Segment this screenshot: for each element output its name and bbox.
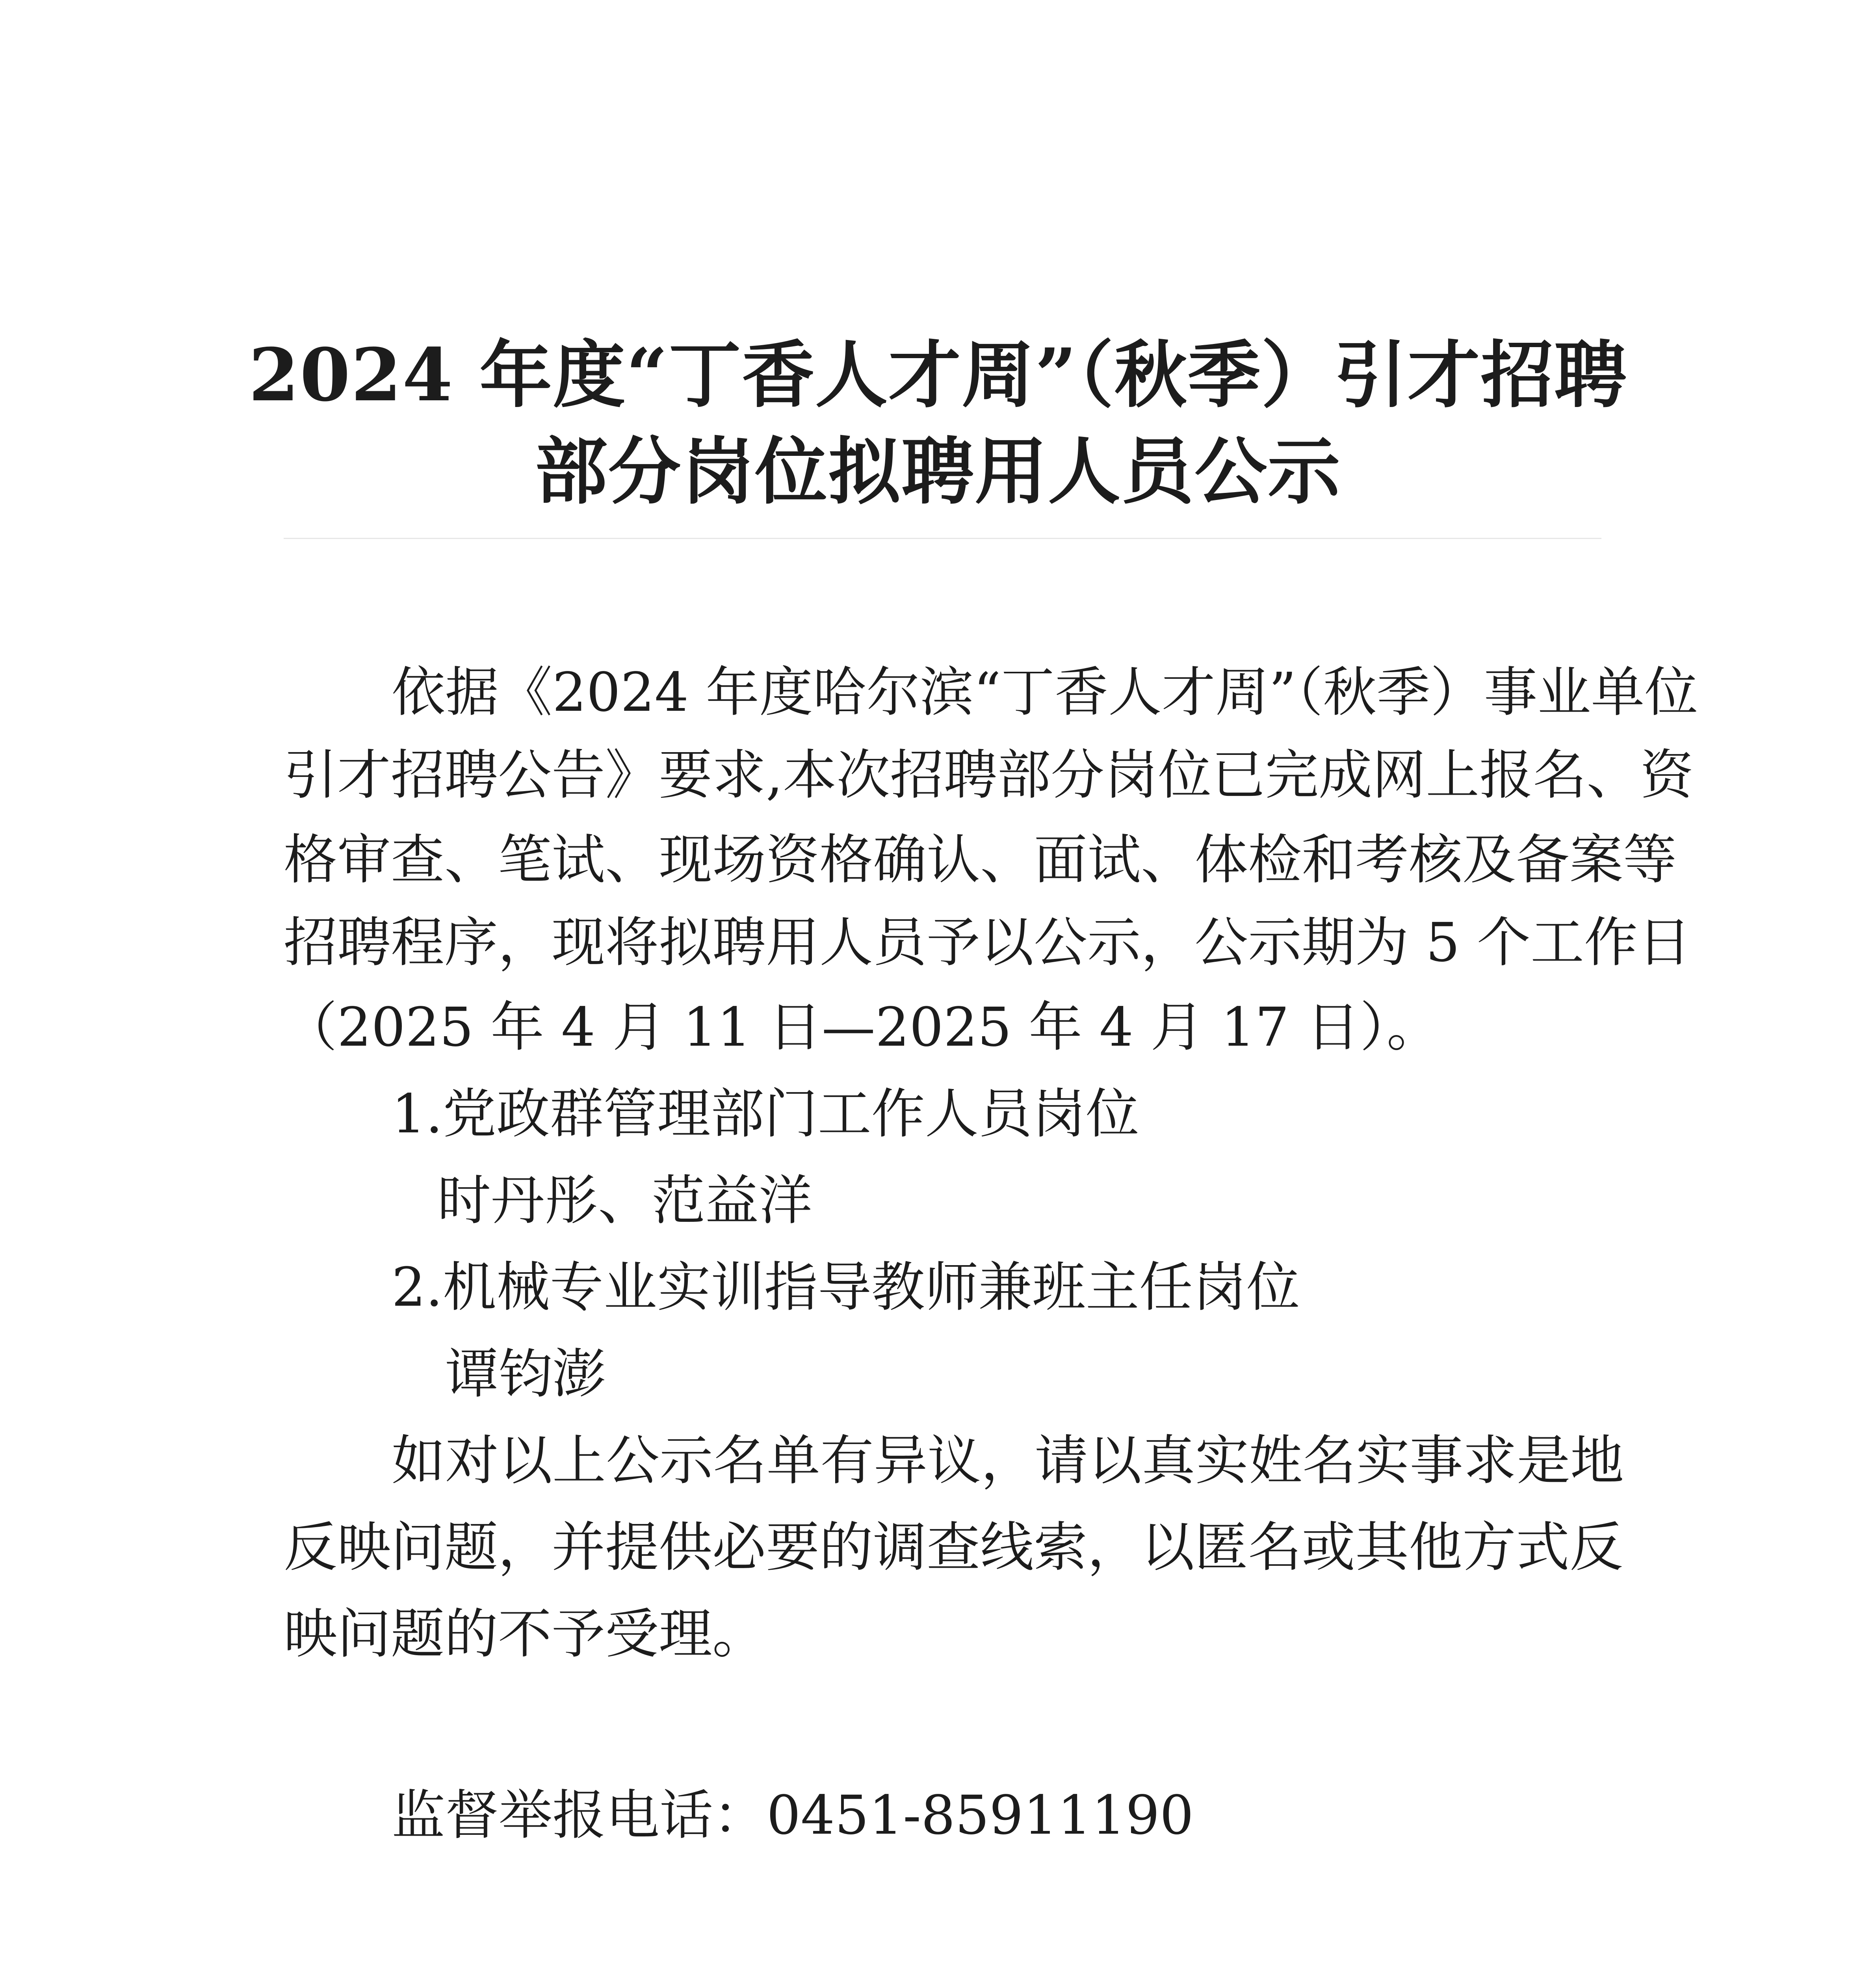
intro-line-5: （2025 年 4 月 11 日—2025 年 4 月 17 日）。 [284,996,1440,1059]
position-2-names: 谭钧澎 [445,1343,606,1405]
position-1-title: 1.党政群管理部门工作人员岗位 [392,1083,1139,1145]
intro-line-2: 引才招聘公告》要求,本次招聘部分岗位已完成网上报名、资 [284,744,1694,807]
title-divider [284,538,1601,539]
objection-line-2: 反映问题，并提供必要的调查线索，以匿名或其他方式反 [284,1517,1623,1579]
position-2-title: 2.机械专业实训指导教师兼班主任岗位 [392,1256,1300,1319]
objection-line-3: 映问题的不予受理。 [284,1603,766,1665]
document-title-line-2: 部分岗位拟聘用人员公示 [535,429,1341,514]
objection-line-1: 如对以上公示名单有异议，请以真实姓名实事求是地 [392,1430,1624,1492]
intro-line-3: 格审查、笔试、现场资格确认、面试、体检和考核及备案等 [284,829,1677,891]
document-title-line-1: 2024 年度“丁香人才周”（秋季）引才招聘 [249,333,1627,418]
intro-line-1: 依据《2024 年度哈尔滨“丁香人才周”（秋季）事业单位 [392,662,1698,724]
hotline: 监督举报电话：0451-85911190 [392,1784,1194,1847]
position-1-names: 时丹彤、范益洋 [437,1170,812,1232]
intro-line-4: 招聘程序，现将拟聘用人员予以公示，公示期为 5 个工作日 [284,912,1691,974]
